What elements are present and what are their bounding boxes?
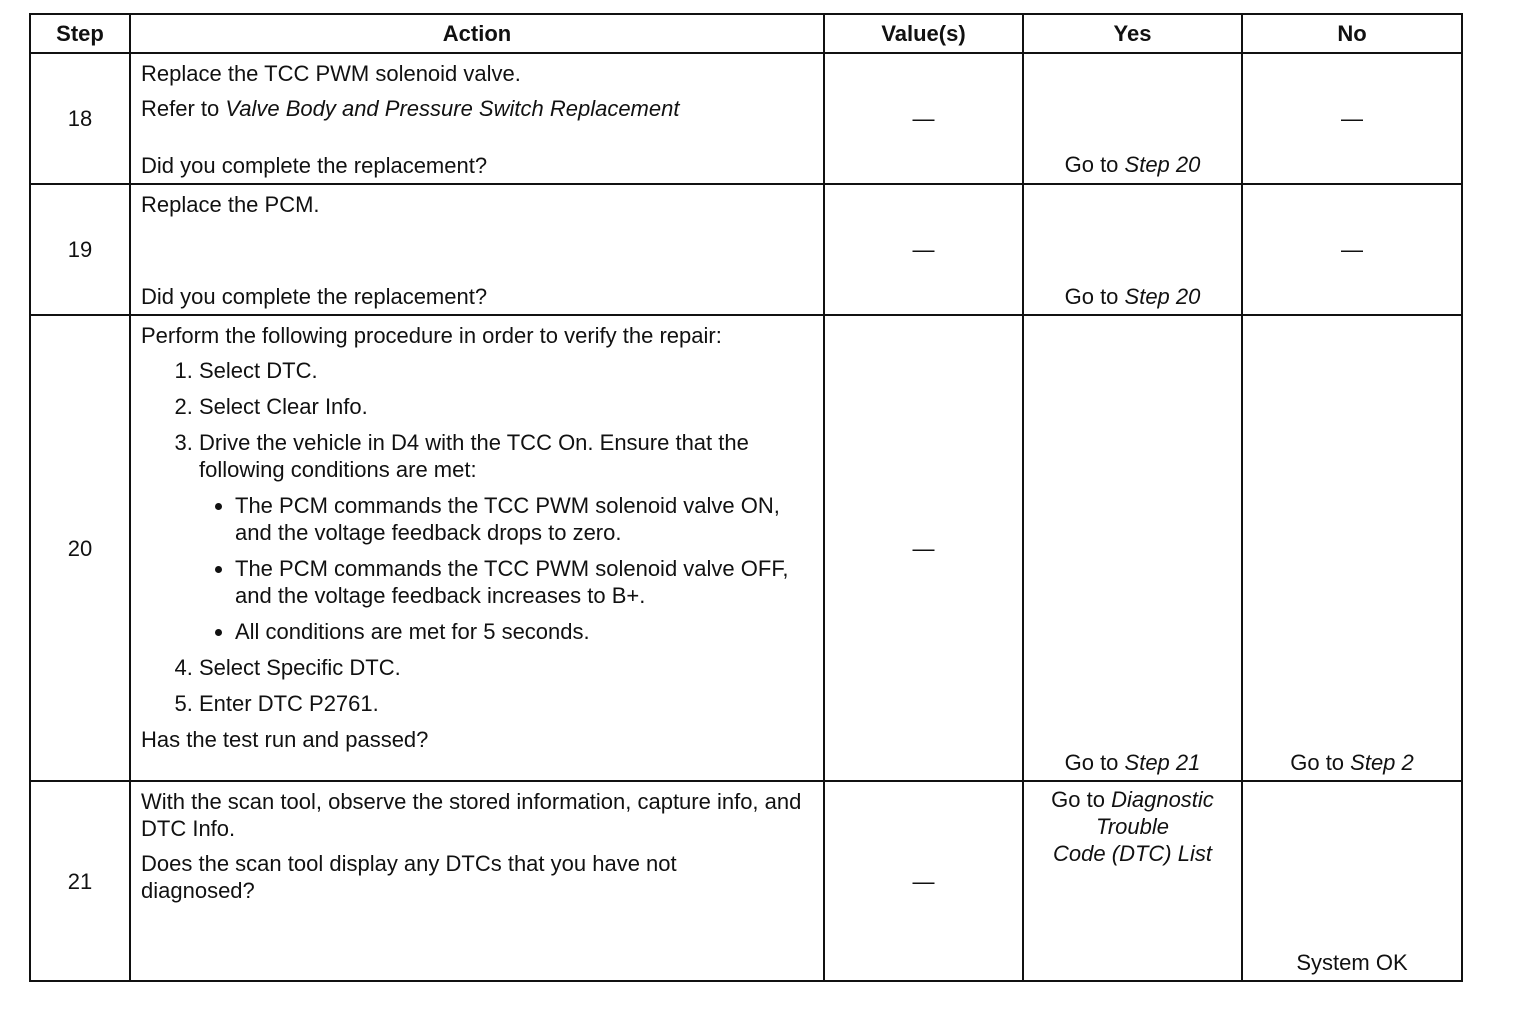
- yes-goto[interactable]: Go to Step 20: [1064, 152, 1201, 177]
- list-item: 2. Select Clear Info.: [199, 393, 813, 420]
- diagnostic-table: [29, 13, 1463, 982]
- action-cell: [130, 315, 824, 781]
- no-cell: —: [1242, 53, 1462, 184]
- step-number: 18: [30, 53, 130, 184]
- action-cell: [130, 781, 824, 981]
- value-cell: —: [824, 184, 1023, 315]
- yes-cell: [1023, 53, 1242, 184]
- no-cell: —: [1242, 184, 1462, 315]
- list-item: 1. Select DTC.: [199, 357, 813, 384]
- no-cell: [1242, 315, 1462, 781]
- yes-cell: [1023, 315, 1242, 781]
- list-item: • The PCM commands the TCC PWM solenoid valve ON, and the voltage feedback drops to zero.: [235, 492, 813, 546]
- table-row: [30, 53, 1462, 184]
- refer-link[interactable]: Valve Body and Pressure Switch Replacement: [225, 96, 680, 121]
- header-yes: Yes: [1023, 14, 1242, 53]
- question-text: Does the scan tool display any DTCs that you have not diagnosed?: [141, 851, 677, 903]
- header-action: Action: [130, 14, 824, 53]
- yes-goto[interactable]: Go to Step 21: [1064, 750, 1201, 775]
- table-row: [30, 184, 1462, 315]
- step-number: 21: [30, 781, 130, 981]
- step-number: 19: [30, 184, 130, 315]
- table-row: [30, 781, 1462, 981]
- list-item: 3. Drive the vehicle in D4 with the TCC On. Ensure that the following conditions are met: • The PCM commands the TCC PWM solenoid valve ON, and the voltage feedback drops to zero. • The PCM commands the TCC PWM solenoid valve OFF, and the voltage feedback increases to B+. • All conditions are met for 5 seconds.: [199, 429, 813, 645]
- header-row: [30, 14, 1462, 53]
- question-text: Did you complete the replacement?: [141, 284, 488, 309]
- no-result: System OK: [1296, 950, 1408, 975]
- list-item: • The PCM commands the TCC PWM solenoid valve OFF, and the voltage feedback increases to B+.: [235, 555, 813, 609]
- action-text: Replace the PCM.: [141, 192, 320, 217]
- question-text: Did you complete the replacement?: [141, 153, 488, 178]
- header-step: Step: [30, 14, 130, 53]
- intro-text: Perform the following procedure in order to verify the repair:: [141, 323, 722, 348]
- action-cell: [130, 184, 824, 315]
- procedure-list: [141, 357, 813, 717]
- no-goto[interactable]: Go to Step 2: [1290, 750, 1414, 775]
- refer-text: Refer to Valve Body and Pressure Switch Replacement: [141, 96, 680, 121]
- action-cell: [130, 53, 824, 184]
- value-cell: —: [824, 53, 1023, 184]
- header-no: No: [1242, 14, 1462, 53]
- value-cell: —: [824, 315, 1023, 781]
- question-text: Has the test run and passed?: [141, 727, 429, 752]
- no-cell: [1242, 781, 1462, 981]
- conditions-list: [199, 492, 813, 645]
- action-text: Replace the TCC PWM solenoid valve.: [141, 61, 521, 86]
- list-item: 4. Select Specific DTC.: [199, 654, 813, 681]
- list-item: 5. Enter DTC P2761.: [199, 690, 813, 717]
- list-item: • All conditions are met for 5 seconds.: [235, 618, 813, 645]
- header-values: Value(s): [824, 14, 1023, 53]
- yes-cell: [1023, 184, 1242, 315]
- value-cell: —: [824, 781, 1023, 981]
- table-row: [30, 315, 1462, 781]
- yes-goto[interactable]: Go to Step 20: [1064, 284, 1201, 309]
- yes-goto[interactable]: Go to Diagnostic Trouble Code (DTC) List: [1051, 787, 1214, 866]
- action-text: With the scan tool, observe the stored information, capture info, and DTC Info.: [141, 789, 802, 841]
- step-number: 20: [30, 315, 130, 781]
- yes-cell: [1023, 781, 1242, 981]
